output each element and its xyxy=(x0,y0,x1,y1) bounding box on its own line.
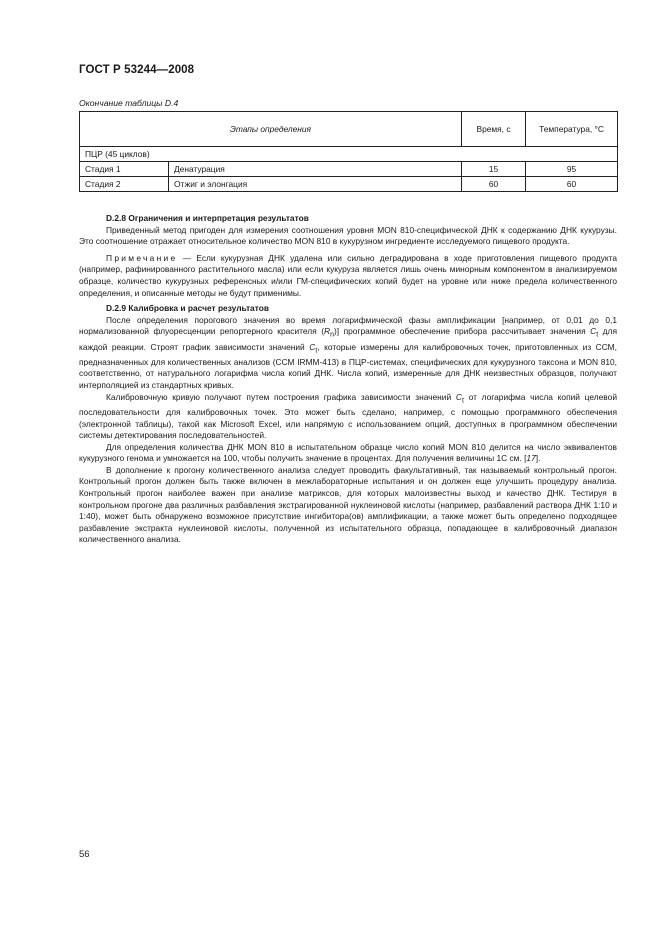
cell-step: Денатурация xyxy=(169,162,462,177)
cell-step: Отжиг и элонгация xyxy=(169,177,462,192)
cell-stage: Стадия 2 xyxy=(80,177,169,192)
group-label: ПЦР (45 циклов) xyxy=(80,147,618,162)
body-text xyxy=(79,213,617,546)
table-caption: Окончание таблицы D.4 xyxy=(79,98,179,108)
table-group-row xyxy=(80,147,618,162)
cell-stage: Стадия 1 xyxy=(80,162,169,177)
cell-temperature: 95 xyxy=(526,162,618,177)
header-temperature: Температура, °С xyxy=(526,112,618,147)
paragraph-d29-4: В дополнение к прогону количественного анализа следует проводить факультативный, так называемый контрольный прогон. Контрольный прогон должен быть также включен в межлабораторные испытания и он должен еще улучшить процедуру анализа. Контрольный прогон наиболее важен при анализе матриксов, для которых малоизвестны выход и качество ДНК. Тестируя в контрольном прогоне два различных разбавления экстрагированной нуклеиновой кислоты (например, разбавлений раствора ДНК 1:10 и 1:40), может быть обнаружено возможное присутствие ингибитора(ов) амплификации, а также может быть определено подходящее разбавление экстракта нуклеиновой кислоты, полученной из испытательного образца, попадающее в калибровочный диапазон количественного анализа. xyxy=(79,464,617,545)
section-heading-d28: D.2.8 Ограничения и интерпретация результатов xyxy=(106,213,309,223)
note-label: Примечание xyxy=(106,252,178,263)
pcr-steps-table xyxy=(79,111,618,192)
section-heading-d29: D.2.9 Калибровка и расчет результатов xyxy=(106,303,269,314)
cell-temperature: 60 xyxy=(526,177,618,192)
paragraph-d29-3: Для определения количества ДНК MON 810 в испытательном образце число копий MON 810 делится на число эквивалентов кукурузного генома и умножается на 100, чтобы получить значение в процентах. Для получения величины 1С см. [17]. xyxy=(79,441,617,464)
table-row xyxy=(80,177,618,192)
paragraph-d29-1: После определения порогового значения во время логарифмической фазы амплификации [например, от 0,01 до 0,1 нормализованной флуоресценции репортерного красителя $(R_n)$] программное обеспечение прибора рассчитывает значения $C_t$ для каждой реакции. Строят график зависимости значений $C_t$, которые измерены для калибровочных точек, приготовленных из ССМ, предназначенных для количественных анализов (ССМ IRMM-413) в ПЦР-системах, специфических для кукурузного таксона и MON 810, соответственно, от натурального логарифма числа копий ДНК. Числа копий, измеренные для ДНК неизвестных образцов, получают интерполяцией из стандартных кривых. xyxy=(79,314,617,391)
page-number: 56 xyxy=(79,849,90,860)
reference-link: 17 xyxy=(526,453,536,464)
cell-time: 15 xyxy=(462,162,526,177)
note-text: — Если кукурузная ДНК удалена или сильно деградирована в ходе приготовления пищевого продукта (например, рафинированного растительного масла) или если кукуруза является лишь очень минорным компонентом в анализируемом образце, количество кукурузных референсных и/или ГМ-специфических копий будет на уровне или ниже предела количественного определения, и описанные методы не будут применимы. xyxy=(79,252,617,298)
table-header-row xyxy=(80,112,618,147)
note xyxy=(79,253,617,299)
document-header: ГОСТ Р 53244—2008 xyxy=(79,64,195,76)
table-row xyxy=(80,162,618,177)
header-time: Время, с xyxy=(462,112,526,147)
cell-time: 60 xyxy=(462,177,526,192)
paragraph-d28: Приведенный метод пригоден для измерения соотношения уровня MON 810-специфической ДНК к содержанию ДНК кукурузы. Это соотношение отражает относительное количество MON 810 в кукурузном ингредиенте исследуемого пищевого продукта. xyxy=(79,224,617,247)
header-stage: Этапы определения xyxy=(80,112,462,147)
paragraph-d29-2: Калибровочную кривую получают путем построения графика зависимости значений $C_t$ от логарифма числа копий целевой последовательности для калибровочных точек. Это может быть сделано, например, с помощью программного обеспечения (электронной таблицы), такой как Microsoft Excel, или напрямую с использованием опций, доступных в программном обеспечении системы детектирования последовательностей. xyxy=(79,391,617,441)
